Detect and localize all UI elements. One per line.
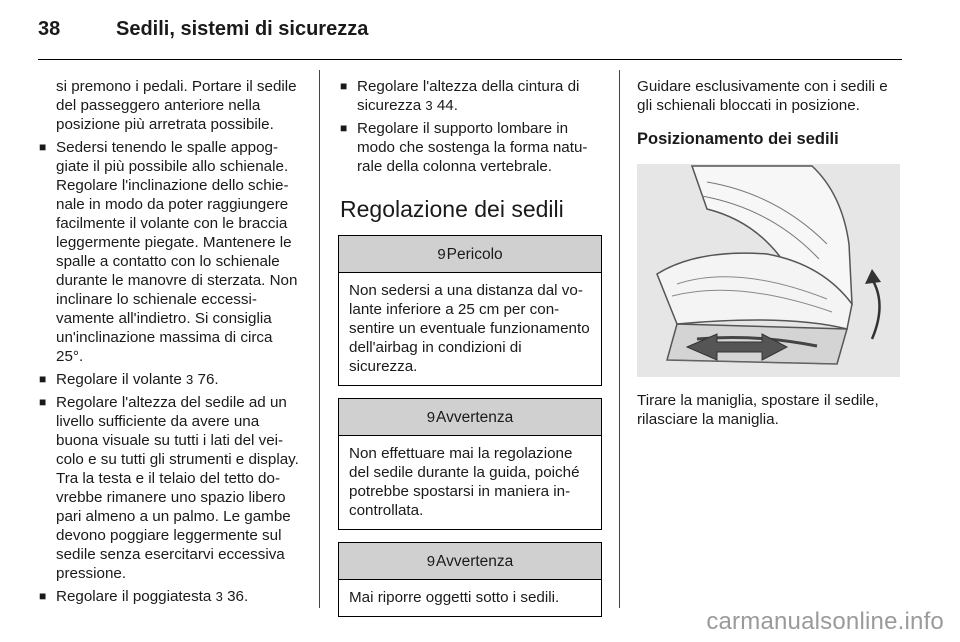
list-item (37, 370, 303, 389)
sub-heading: Posizionamento dei sedili (637, 130, 839, 148)
list-item-text: Sedersi tenendo le spalle appoggiate il più possibile allo schienale. Regolare l'inclinazione dello schienale in modo da poter raggiungere facilmente il volante con le braccia leggermente piegate. Mantenere le spalle a contatto con lo schienale durante le manovre di sterzata. Non inclinare lo schienale eccessivamente all'indietro. Si consiglia un'inclinazione massima di circa 25°. (56, 139, 298, 365)
list-item-text: Regolare il poggiatesta (56, 588, 212, 605)
danger-box-header (339, 236, 601, 273)
column-divider-2 (619, 70, 620, 608)
caution-box-header (339, 399, 601, 436)
col1-intro-text: si premono i pedali. Portare il sedile del passeggero anteriore nella posizione più arretrata possibile. (56, 78, 297, 133)
bullet-icon: ■ (39, 395, 47, 409)
bullet-icon: ■ (340, 121, 348, 135)
caution-box-title: Avvertenza (436, 408, 514, 426)
page-reference-link[interactable]: 76. (197, 371, 219, 388)
page-reference-link[interactable]: 36. (227, 588, 249, 605)
seat-adjustment-illustration (637, 164, 900, 377)
page-header (38, 18, 368, 48)
col1-list (37, 138, 303, 606)
list-item-text: Regolare il supporto lombare in modo che sostenga la forma naturale della colonna vertebrale. (357, 120, 588, 175)
bullet-icon: ■ (39, 372, 47, 386)
page-reference-icon[interactable]: 3 (215, 589, 223, 604)
page-reference-link[interactable]: 44. (436, 97, 458, 114)
caution-box-body: Mai riporre oggetti sotto i sedili. (349, 589, 560, 606)
list-item (37, 393, 303, 583)
column-1 (37, 77, 303, 606)
header-divider (38, 59, 902, 60)
caution-box (338, 398, 602, 530)
list-item-text: Regolare l'altezza della cintura di sicurezza (357, 78, 580, 114)
warning-triangle-icon: 9 (437, 245, 446, 263)
page-number: 38 (38, 18, 61, 40)
column-divider-1 (319, 70, 320, 608)
list-item-text: Regolare il volante (56, 371, 182, 388)
danger-box-body: Non sedersi a una distanza dal volante inferiore a 25 cm per consentire un eventuale funzionamento dell'airbag in condizioni di sicurezza. (349, 282, 590, 375)
warning-triangle-icon: 9 (426, 552, 436, 570)
danger-box (338, 235, 602, 386)
bullet-icon: ■ (39, 140, 47, 154)
page-reference-icon[interactable]: 3 (425, 98, 433, 113)
list-item (338, 77, 602, 115)
seat-illustration-svg (637, 164, 900, 377)
list-item (37, 587, 303, 606)
page-title: Sedili, sistemi di sicurezza (116, 18, 369, 40)
bullet-icon: ■ (39, 589, 47, 603)
warning-triangle-icon: 9 (426, 408, 436, 426)
caution-box-header (339, 543, 601, 580)
column-2 (338, 77, 602, 629)
bullet-icon: ■ (340, 79, 348, 93)
caution-box-title: Avvertenza (436, 552, 514, 570)
caution-box (338, 542, 602, 617)
list-item-text: Regolare l'altezza del sedile ad un livello sufficiente da avere una buona visuale su tutti i lati del veicolo e su tutti gli strumenti e display. Tra la testa e il telaio del tetto dovrebbe rimanere uno spazio libero pari almeno a un palmo. Le gambe devono poggiare leggermente sul sedile senza esercitarvi eccessiva pressione. (56, 394, 299, 582)
column-3 (637, 77, 903, 429)
page-reference-icon[interactable]: 3 (186, 372, 194, 387)
danger-box-title: Pericolo (446, 245, 503, 263)
caution-box-body: Non effettuare mai la regolazione del sedile durante la guida, poiché potrebbe spostarsi in maniera incontrollata. (349, 445, 580, 519)
watermark: carmanualsonline.info (706, 608, 944, 635)
col3-intro-text: Guidare esclusivamente con i sedili e gli schienali bloccati in posizione. (637, 78, 888, 114)
list-item (37, 138, 303, 366)
figure-caption: Tirare la maniglia, spostare il sedile, rilasciare la maniglia. (637, 392, 879, 428)
section-heading: Regolazione dei sedili (340, 196, 564, 222)
col2-list (338, 77, 602, 176)
list-item (338, 119, 602, 176)
